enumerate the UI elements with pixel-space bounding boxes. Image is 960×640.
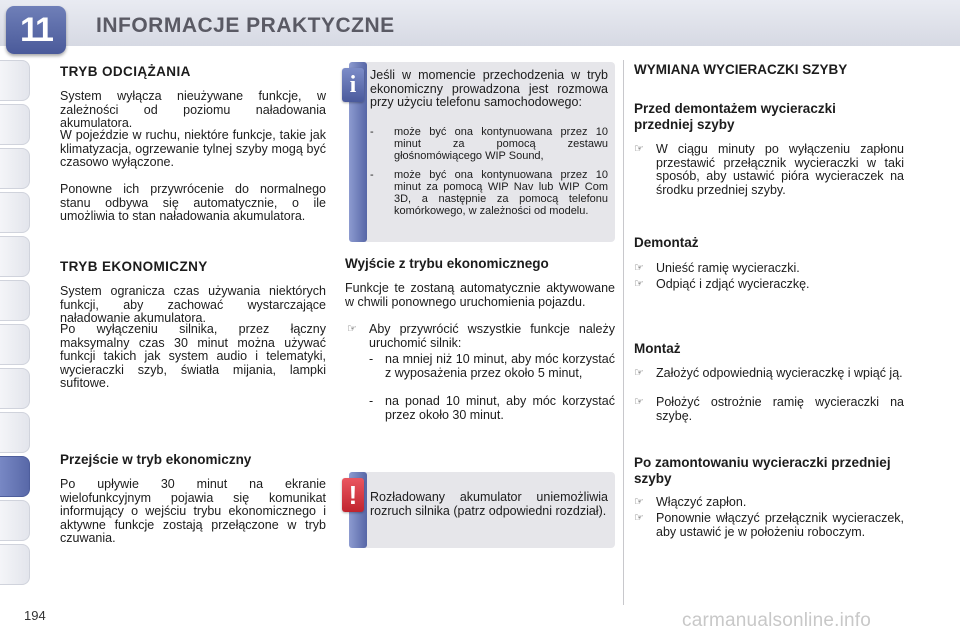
bullet-item: ☞ Ponownie włączyć przełącznik wycieraczek, aby ustawić je w położeniu roboczym. (634, 511, 904, 539)
bullet-item: ☞ Włączyć zapłon. (634, 495, 747, 509)
bullet-item: ☞ W ciągu minuty po wyłączeniu zapłonu przestawić przełącznik wycieraczki w taki sposób, aby ustawić pióra wycieraczek na środku przedniej szyby. (634, 142, 904, 197)
paragraph: W pojeździe w ruchu, niektóre funkcje, takie jak klimatyzacja, ogrzewanie tylnej szyby mogą być czasowo wyłączone. (60, 128, 326, 169)
chapter-tab[interactable] (0, 104, 30, 145)
chapter-tab[interactable] (0, 236, 30, 277)
dash-item: - na mniej niż 10 minut, aby móc korzystać z wyposażenia przez około 5 minut, (369, 352, 615, 380)
chapter-tab[interactable] (0, 368, 30, 409)
subheading-demontaz: Demontaż (634, 235, 699, 250)
section-heading-wymiana: WYMIANA WYCIERACZKI SZYBY (634, 62, 848, 77)
watermark: carmanualsonline.info (682, 610, 872, 631)
warning-icon: ! (342, 478, 364, 512)
paragraph: System ogranicza czas używania niektórych funkcji, aby zachować wystarczające naładowanie akumulatora. (60, 284, 326, 325)
chapter-tab[interactable] (0, 544, 30, 585)
pointing-hand-icon: ☞ (347, 323, 357, 335)
subheading-po-zamontowaniu: Po zamontowaniu wycieraczki przedniej szyby (634, 455, 891, 486)
info-note-item: - może być ona kontynuowana przez 10 minut za pomocą WIP Nav lub WIP Com 3D, a następnie za pomocą telefonu komórkowego, w zależności od modelu. (370, 169, 608, 217)
chapter-tab[interactable] (0, 192, 30, 233)
info-icon: i (342, 68, 364, 102)
paragraph: Ponowne ich przywrócenie do normalnego stanu odbywa się automatycznie, o ile umożliwia to stan naładowania akumulatora. (60, 182, 326, 223)
chapter-tab[interactable] (0, 280, 30, 321)
chapter-badge: 11 (6, 6, 66, 54)
pointing-hand-icon: ☞ (634, 496, 644, 508)
section-heading-tryb-odciazania: TRYB ODCIĄŻANIA (60, 64, 191, 79)
bullet-item: ☞ Położyć ostrożnie ramię wycieraczki na szybę. (634, 395, 904, 423)
warning-note-text: Rozładowany akumulator uniemożliwia rozruch silnika (patrz odpowiedni rozdział). (370, 490, 608, 518)
dash-mark: - (370, 169, 374, 181)
dash-mark: - (370, 126, 374, 138)
page-title: INFORMACJE PRAKTYCZNE (96, 14, 395, 37)
pointing-hand-icon: ☞ (634, 396, 644, 408)
paragraph: Po upływie 30 minut na ekranie wielofunkcyjnym pojawia się komunikat informujący o wejściu trybu ekonomicznego i aktywne funkcje zostają przełączone w tryb czuwania. (60, 477, 326, 545)
section-heading-tryb-ekonomiczny: TRYB EKONOMICZNY (60, 259, 208, 274)
page-number: 194 (24, 608, 46, 623)
dash-mark: - (369, 352, 374, 366)
dash-item: - na ponad 10 minut, aby móc korzystać przez około 30 minut. (369, 394, 615, 422)
bullet-item: ☞ Odpiąć i zdjąć wycieraczkę. (634, 277, 810, 291)
bullet-item: ☞ Założyć odpowiednią wycieraczkę i wpiąć ją. (634, 366, 903, 380)
pointing-hand-icon: ☞ (634, 278, 644, 290)
chapter-tab[interactable] (0, 324, 30, 365)
dash-mark: - (369, 394, 374, 408)
pointing-hand-icon: ☞ (634, 262, 644, 274)
info-note-item: - może być ona kontynuowana przez 10 minut za pomocą zestawu głośnomówiącego WIP Sound, (370, 126, 608, 162)
paragraph: Po wyłączeniu silnika, przez łączny maksymalny czas 30 minut można używać funkcji takich jak system audio i telematyki, wycieraczki szyb, światła mijania, lampki sufitowe. (60, 322, 326, 390)
pointing-hand-icon: ☞ (634, 512, 644, 524)
subheading-przejscie: Przejście w tryb ekonomiczny (60, 452, 252, 467)
chapter-tab[interactable] (0, 60, 30, 101)
bullet-item: ☞ Aby przywrócić wszystkie funkcje należy uruchomić silnik: (347, 322, 615, 350)
paragraph: System wyłącza nieużywane funkcje, w zależności od poziomu naładowania akumulatora. (60, 89, 326, 130)
info-note-text: Jeśli w momencie przechodzenia w tryb ekonomiczny prowadzona jest rozmowa przy użyciu telefonu samochodowego: (370, 68, 608, 109)
column-divider (623, 60, 624, 605)
pointing-hand-icon: ☞ (634, 143, 644, 155)
chapter-tab[interactable] (0, 148, 30, 189)
paragraph: Funkcje te zostaną automatycznie aktywowane w chwili ponownego uruchomienia pojazdu. (345, 281, 615, 309)
bullet-item: ☞ Unieść ramię wycieraczki. (634, 261, 800, 275)
chapter-tab[interactable] (0, 412, 30, 453)
subheading-wyjscie: Wyjście z trybu ekonomicznego (345, 256, 549, 271)
pointing-hand-icon: ☞ (634, 367, 644, 379)
chapter-tab-active[interactable] (0, 456, 30, 497)
subheading-before: Przed demontażem wycieraczki przedniej szyby (634, 101, 836, 132)
subheading-montaz: Montaż (634, 341, 681, 356)
chapter-tab[interactable] (0, 500, 30, 541)
